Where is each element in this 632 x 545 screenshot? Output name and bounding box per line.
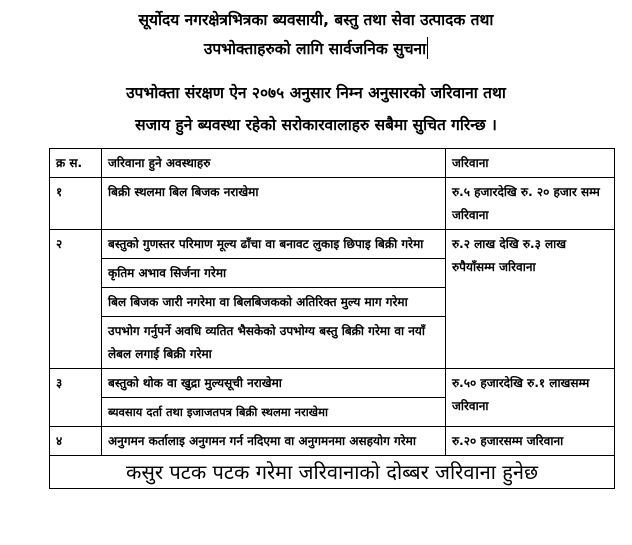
- penalty-cell: रु.५० हजारदेखि रु.१ लाखसम्म जरिवाना: [446, 369, 615, 427]
- condition-cell: बिल बिजक जारी नगरेमा वा बिलबिजकको अतिरिक्त मुल्य माग गरेमा: [102, 288, 446, 317]
- notice-title-line-1: सूर्योदय नगरक्षेत्रभित्रका ब्यवसायी, बस्तु तथा सेवा उत्पादक तथा: [138, 11, 494, 29]
- table-row: [50, 178, 615, 230]
- header-penalty: जरिवाना: [446, 149, 615, 178]
- notice-title-line-2: [0, 37, 632, 59]
- condition-cell: अनुगमन कर्तालाइ अनुगमन गर्न नदिएमा वा अनुगमनमा असहयोग गरेमा: [102, 427, 446, 456]
- penalty-cell: रु.५ हजारदेखि रु. २० हजार सम्म जरिवाना: [446, 178, 615, 230]
- table-footer-row: [50, 456, 615, 489]
- condition-cell: बस्तुको गुणस्तर परिमाण मूल्य ढाँचा वा बनावट लुकाइ छिपाइ बिक्री गरेमा: [102, 230, 446, 259]
- condition-cell: बिक्री स्थलमा बिल बिजक नराखेमा: [102, 178, 446, 230]
- penalty-cell: रु.२० हजारसम्म जरिवाना: [446, 427, 615, 456]
- serial-number: २: [50, 230, 102, 369]
- penalty-table: [49, 148, 615, 489]
- notice-subtitle-line-1: उपभोक्ता संरक्षण ऐन २०७५ अनुसार निम्न अनुसारको जरिवाना तथा: [126, 84, 506, 102]
- penalty-cell: रु.२ लाख देखि रु.३ लाख रुपैयाँसम्म जरिवाना: [446, 230, 615, 369]
- header-serial: क्र स.: [50, 149, 102, 178]
- table-row: [50, 369, 615, 398]
- condition-cell: उपभोग गर्नुपर्ने अवधि व्यतित भैसकेको उपभोग्य बस्तु बिक्री गरेमा वा नयाँ लेबल लगाई बिक्री गरेमा: [102, 317, 446, 369]
- table-row: [50, 427, 615, 456]
- condition-cell: कृतिम अभाव सिर्जना गरेमा: [102, 259, 446, 288]
- repeat-offense-note: कसुर पटक पटक गरेमा जरिवानाको दोब्बर जरिवाना हुनेछ: [50, 456, 615, 489]
- text-cursor: [427, 37, 428, 59]
- serial-number: १: [50, 178, 102, 230]
- serial-number: ४: [50, 427, 102, 456]
- condition-cell: बस्तुको थोक वा खुद्रा मुल्यसूची नराखेमा: [102, 369, 446, 398]
- notice-subtitle-line-2: सजाय हुने ब्यवस्था रहेको सरोकारवालाहरु सबैमा सुचित गरिन्छ ।: [135, 116, 497, 134]
- header-conditions: जरिवाना हुने अवस्थाहरु: [102, 149, 446, 178]
- table-header-row: [50, 149, 615, 178]
- table-row: [50, 230, 615, 259]
- serial-number: ३: [50, 369, 102, 427]
- condition-cell: ब्यवसाय दर्ता तथा इजाजतपत्र बिक्री स्थलमा नराखेमा: [102, 398, 446, 427]
- notice-title-line-2-text: उपभोक्ताहरुको लागि सार्वजनिक सुचना: [203, 40, 427, 58]
